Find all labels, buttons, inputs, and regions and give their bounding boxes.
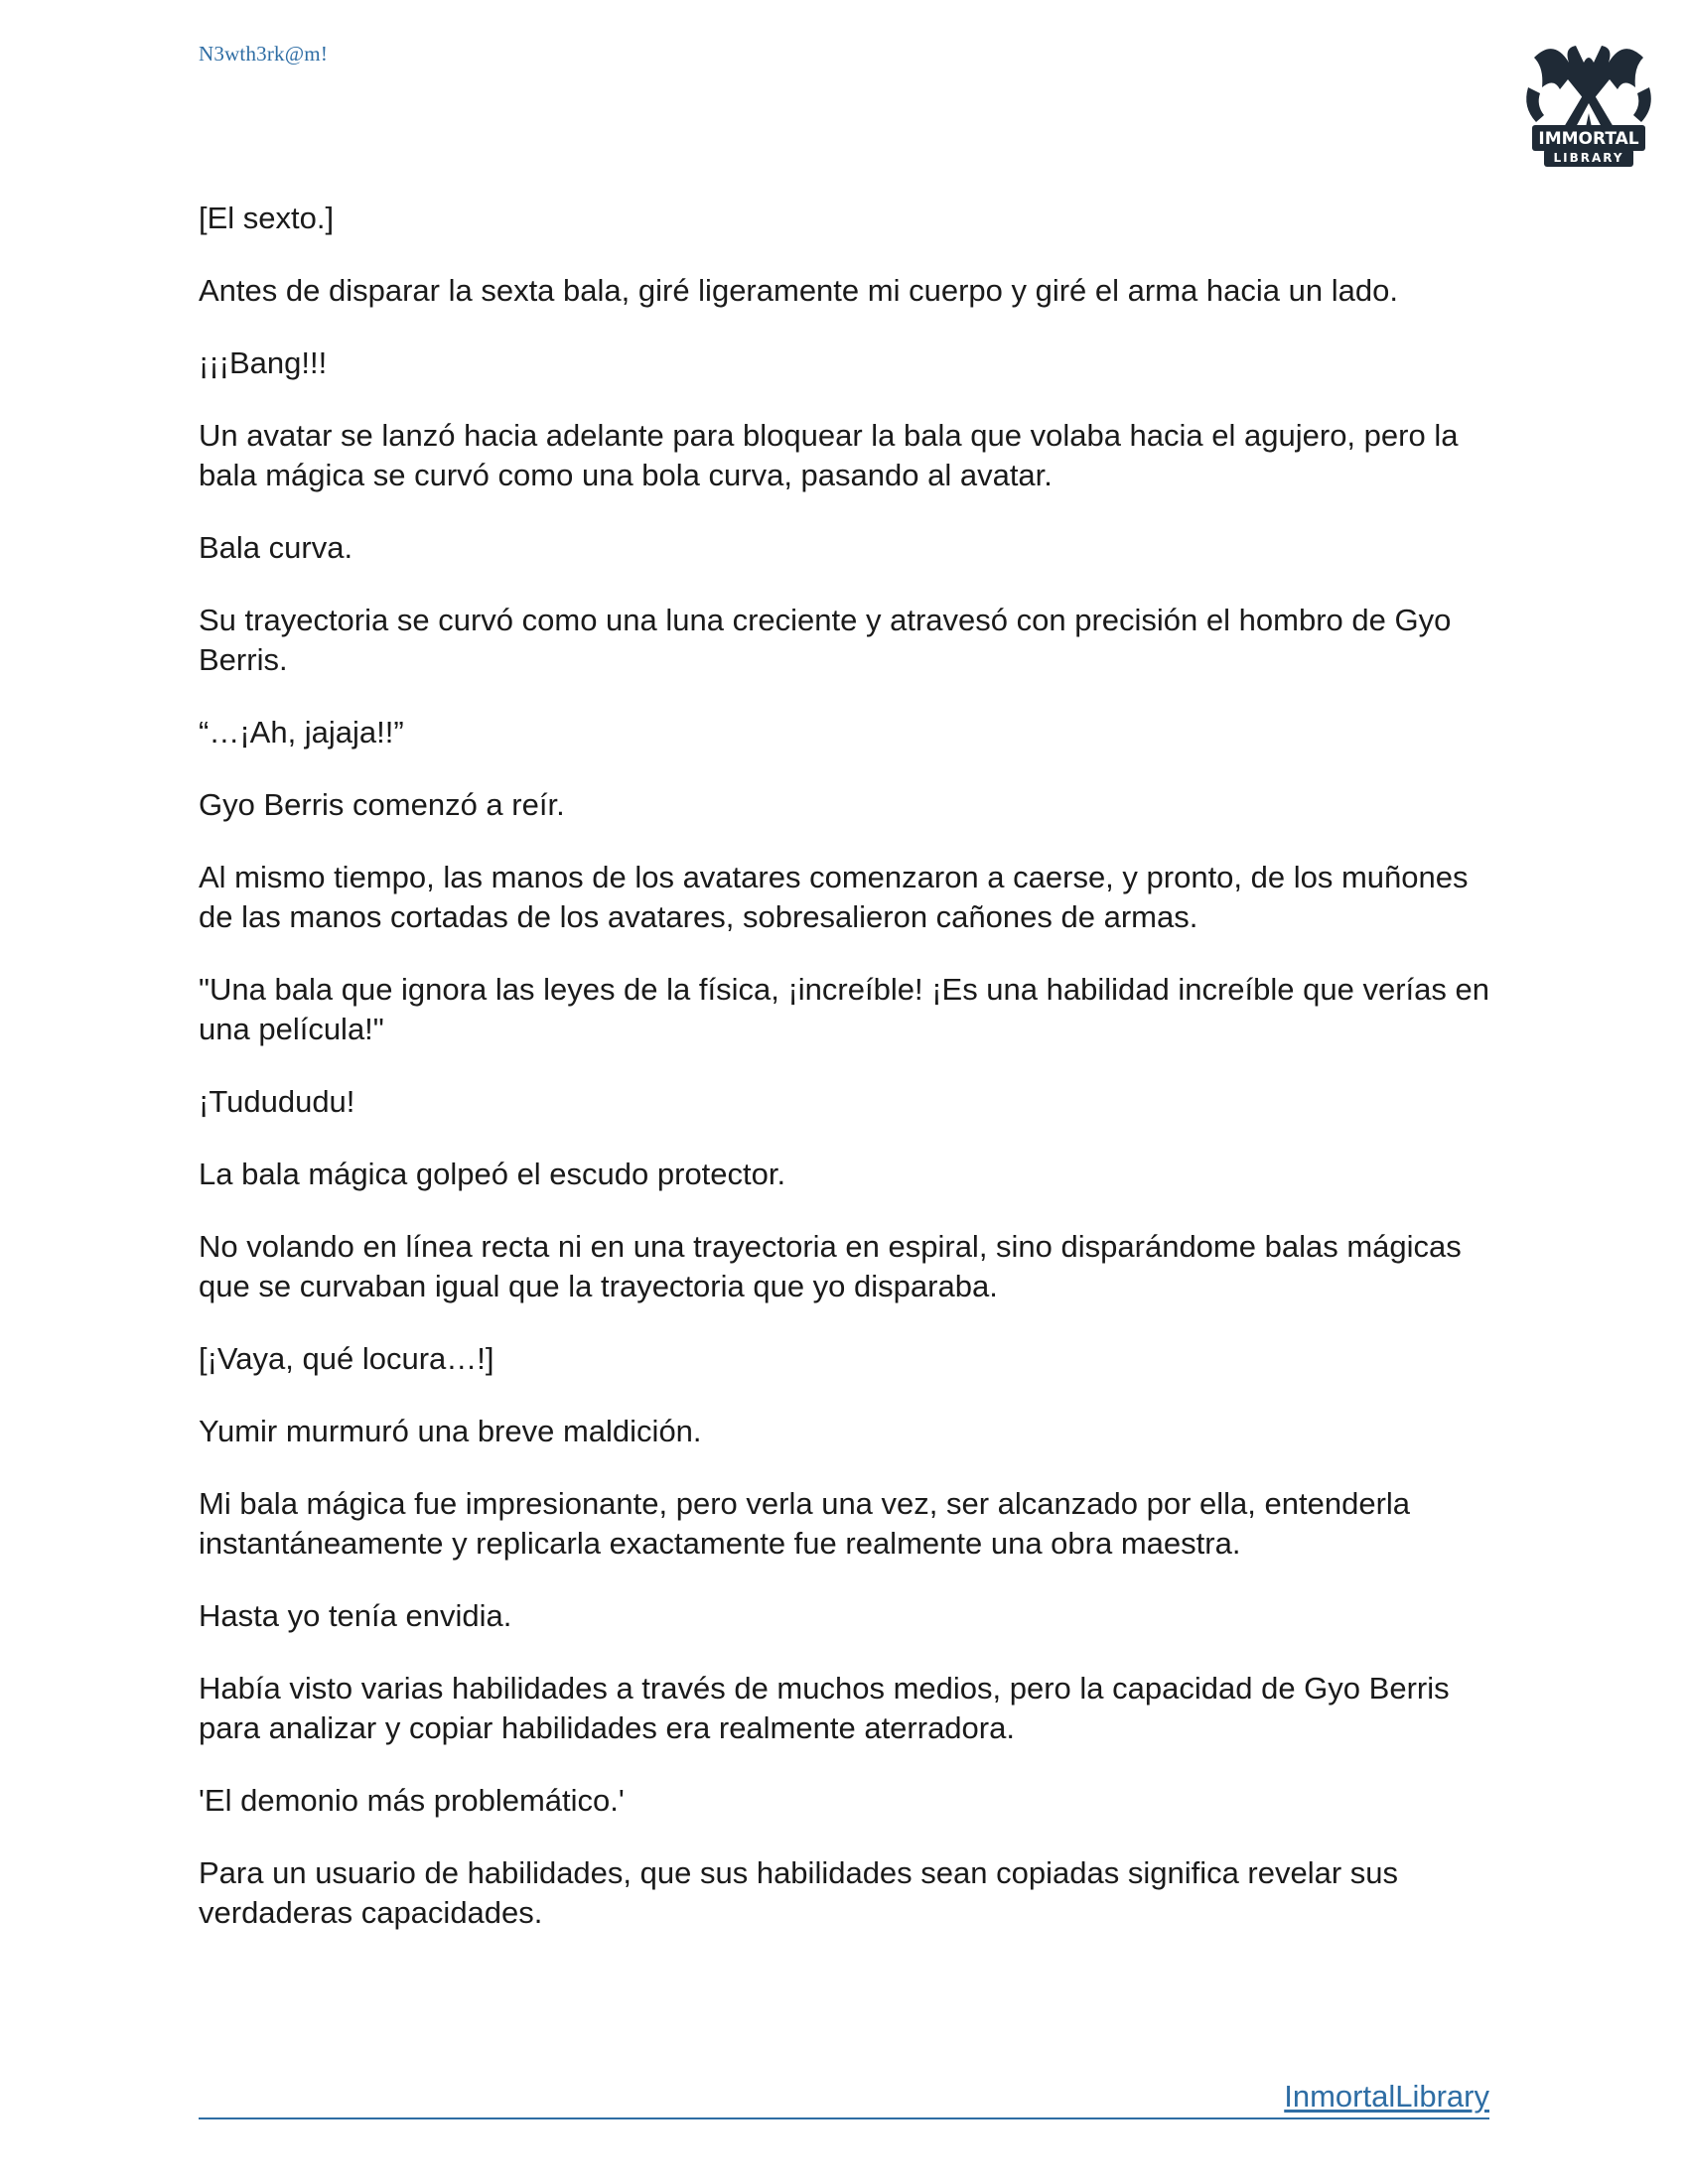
paragraph: Gyo Berris comenzó a reír. xyxy=(199,787,565,822)
logo-line1: IMMORTAL xyxy=(1538,129,1639,149)
dragon-crest-icon xyxy=(1514,28,1663,177)
paragraph: Al mismo tiempo, las manos de los avatares comenzaron a caerse, y pronto, de los muñones de las manos cortadas de los avatares, sobresalieron cañones de armas. xyxy=(199,860,1469,934)
footer-rule xyxy=(199,2117,1489,2119)
paragraph: "Una bala que ignora las leyes de la física, ¡increíble! ¡Es una habilidad increíble que verías en una película!" xyxy=(199,972,1489,1046)
paragraph: Antes de disparar la sexta bala, giré ligeramente mi cuerpo y giré el arma hacia un lado. xyxy=(199,273,1398,308)
paragraph: ¡¡¡Bang!!! xyxy=(199,345,328,380)
logo-line2: LIBRARY xyxy=(1553,151,1624,165)
paragraph: Había visto varias habilidades a través de muchos medios, pero la capacidad de Gyo Berris para analizar y copiar habilidades era realmente aterradora. xyxy=(199,1671,1450,1745)
footer-link[interactable]: InmortalLibrary xyxy=(1284,2079,1489,2114)
paragraph: [¡Vaya, qué locura…!] xyxy=(199,1341,494,1376)
paragraph: Mi bala mágica fue impresionante, pero verla una vez, ser alcanzado por ella, entenderla instantáneamente y replicarla exactamente fue realmente una obra maestra. xyxy=(199,1486,1411,1561)
paragraph: Yumir murmuró una breve maldición. xyxy=(199,1414,702,1448)
paragraph: Un avatar se lanzó hacia adelante para bloquear la bala que volaba hacia el agujero, pero la bala mágica se curvó como una bola curva, pasando al avatar. xyxy=(199,418,1459,492)
paragraph: ¡Tudududu! xyxy=(199,1084,355,1119)
paragraph: “…¡Ah, jajaja!!” xyxy=(199,715,404,750)
paragraph: Hasta yo tenía envidia. xyxy=(199,1598,512,1633)
paragraph: Su trayectoria se curvó como una luna creciente y atravesó con precisión el hombro de Gyo Berris. xyxy=(199,603,1452,677)
paragraph: 'El demonio más problemático.' xyxy=(199,1783,625,1818)
paragraph: Bala curva. xyxy=(199,530,353,565)
header-tag: N3wth3rk@m! xyxy=(199,42,329,66)
document-body xyxy=(199,199,1509,1966)
paragraph: [El sexto.] xyxy=(199,201,335,235)
paragraph: Para un usuario de habilidades, que sus habilidades sean copiadas significa revelar sus verdaderas capacidades. xyxy=(199,1855,1399,1930)
paragraph: La bala mágica golpeó el escudo protector. xyxy=(199,1157,786,1191)
paragraph: No volando en línea recta ni en una trayectoria en espiral, sino disparándome balas mágicas que se curvaban igual que la trayectoria que yo disparaba. xyxy=(199,1229,1462,1303)
immortal-library-logo xyxy=(1514,28,1663,177)
